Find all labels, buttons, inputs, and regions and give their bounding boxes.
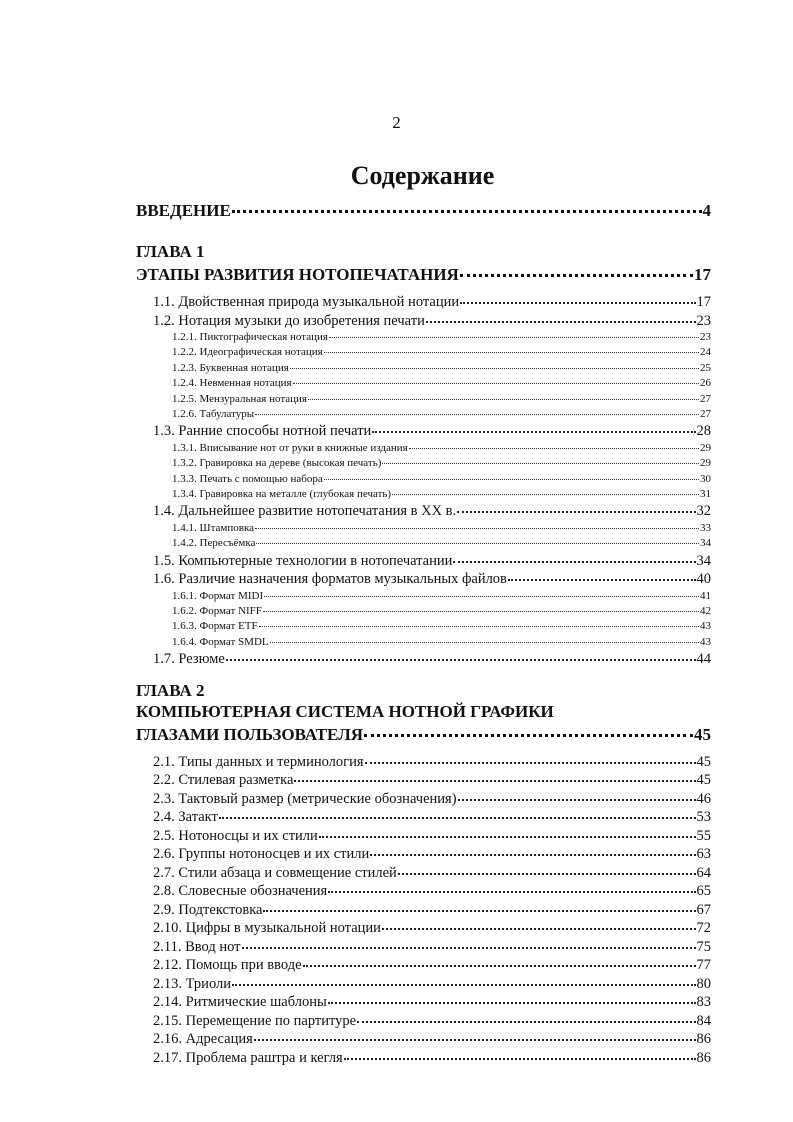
toc-entry-subsection[interactable] (136, 407, 711, 422)
dot-leader (290, 368, 699, 369)
toc-entry-page: 86 (696, 1031, 711, 1048)
dot-leader (392, 494, 699, 495)
toc-entry-label: 1.3. Ранние способы нотной печати (153, 423, 372, 440)
dot-leader (460, 274, 693, 277)
toc-entry-label: 2.2. Стилевая разметка (153, 772, 294, 789)
toc-entry-subsection[interactable] (136, 589, 711, 604)
dot-leader (457, 511, 695, 513)
toc-entry-subsection[interactable] (136, 361, 711, 376)
toc-entry-label: ВВЕДЕНИЕ (136, 201, 231, 220)
toc-entry-section[interactable] (136, 312, 711, 331)
toc-entry-subsection[interactable] (136, 521, 711, 536)
toc-entry-page: 43 (700, 620, 711, 633)
toc-entry-page: 23 (700, 331, 711, 343)
dot-leader (357, 1021, 695, 1023)
toc-entry-page: 40 (696, 571, 711, 588)
toc-entry-page: 41 (700, 589, 711, 602)
dot-leader (242, 947, 696, 949)
toc-entry-subsection[interactable] (136, 472, 711, 487)
toc-entry-label: 2.12. Помощь при вводе (153, 957, 302, 974)
toc-entry-label: 1.6.4. Формат SMDL (172, 635, 269, 648)
toc-entry-subsection[interactable] (136, 536, 711, 551)
toc-entry-subsection[interactable] (136, 345, 711, 360)
toc-entry-subsection[interactable] (136, 441, 711, 456)
toc-entry-subsection[interactable] (136, 456, 711, 471)
dot-leader (254, 1039, 696, 1041)
toc-entry-page: 31 (700, 488, 711, 501)
dot-leader (256, 543, 699, 544)
toc-entry-label: 1.2.5. Мензуральная нотация (172, 392, 307, 405)
toc-entry-label: 1.2.4. Невменная нотация (172, 377, 292, 390)
toc-entry-label: 2.14. Ритмические шаблоны (153, 994, 327, 1011)
toc-entry-page: 67 (696, 901, 711, 918)
page-title: Содержание (350, 161, 495, 190)
dot-leader (398, 873, 696, 875)
toc-entry-page: 84 (696, 1012, 711, 1029)
toc-entry-section[interactable] (136, 552, 711, 571)
toc-entry-label: 2.1. Типы данных и терминология (153, 753, 364, 770)
dot-leader (259, 626, 699, 627)
toc-entry-page: 23 (696, 312, 711, 329)
toc-entry-label: 2.13. Триоли (153, 975, 231, 992)
toc-entry-label: 1.1. Двойственная природа музыкальной нотации (153, 294, 460, 310)
toc-entry-label: 2.17. Проблема раштра и кегля (153, 1049, 343, 1066)
dot-leader (382, 928, 696, 930)
dot-leader (219, 817, 696, 819)
toc-entry-page: 80 (696, 975, 711, 992)
toc-entry-page: 27 (700, 392, 711, 405)
dot-leader (329, 337, 699, 338)
dot-leader (255, 528, 699, 529)
toc-entry-page: 32 (696, 503, 711, 520)
toc-entry-section[interactable] (136, 919, 711, 938)
chapter-title-line: КОМПЬЮТЕРНАЯ СИСТЕМА НОТНОЙ ГРАФИКИ (136, 701, 554, 721)
dot-leader (508, 579, 696, 581)
toc-entry-page: 46 (696, 790, 711, 807)
toc-entry-label: 2.8. Словесные обозначения (153, 883, 328, 900)
dot-leader (324, 352, 699, 353)
page-number: 2 (392, 113, 401, 132)
toc-entry-section[interactable] (136, 790, 711, 809)
toc-entry-page: 42 (700, 605, 711, 618)
toc-entry-page: 17 (696, 294, 711, 310)
toc-entry-section[interactable] (136, 938, 711, 957)
toc-entry-section[interactable] (136, 422, 711, 441)
toc-entry-label: 1.4.1. Штамповка (172, 521, 255, 534)
toc-entry-page: 27 (700, 407, 711, 420)
dot-leader (232, 984, 696, 986)
toc-entry-section[interactable] (136, 502, 711, 521)
toc-entry-page: 34 (700, 537, 711, 550)
toc-entry-label: 2.4. Затакт (153, 809, 218, 826)
toc-entry-subsection[interactable] (136, 392, 711, 407)
toc-entry-page: 72 (696, 920, 711, 937)
dot-leader (365, 762, 696, 764)
toc-entry-section[interactable] (136, 864, 711, 883)
toc-entry-page: 33 (700, 521, 711, 534)
toc-entry-page: 17 (694, 265, 711, 284)
dot-leader (232, 210, 702, 213)
toc-entry-section[interactable] (136, 956, 711, 975)
toc-entry-page: 45 (694, 724, 711, 744)
toc-entry-label: 1.3.2. Гравировка на дереве (высокая печать) (172, 457, 382, 470)
dot-leader (324, 479, 699, 480)
toc-entry-label: 1.3.4. Гравировка на металле (глубокая печать) (172, 488, 392, 501)
toc-entry-section[interactable] (136, 1012, 711, 1031)
toc-entry-chapter-title[interactable] (136, 262, 711, 287)
toc-entry-section[interactable] (136, 808, 711, 827)
toc-entry-label: 2.16. Адресация (153, 1031, 253, 1048)
toc-entry-page: 29 (700, 441, 711, 454)
toc-entry-section[interactable] (136, 1049, 711, 1068)
toc-entry-label: 2.11. Ввод нот (153, 938, 241, 955)
dot-leader (303, 965, 696, 967)
toc-entry-label: 2.9. Подтекстовка (153, 901, 263, 918)
toc-entry-page: 75 (696, 938, 711, 955)
toc-entry-page: 45 (696, 753, 711, 770)
toc-entry-label: 2.3. Тактовый размер (метрические обозначения) (153, 790, 457, 807)
toc-entry-section[interactable] (136, 882, 711, 901)
toc-entry-page: 24 (700, 346, 711, 359)
dot-leader (460, 302, 695, 304)
toc-entry-label: 1.2.2. Идеографическая нотация (172, 346, 323, 359)
dot-leader (294, 780, 695, 782)
toc-entry-label: 2.15. Перемещение по партитуре (153, 1012, 357, 1029)
dot-leader (293, 383, 699, 384)
toc-entry-label: 1.2.3. Буквенная нотация (172, 361, 289, 374)
toc-entry-chapter-title[interactable] (136, 722, 711, 747)
toc-entry-section[interactable] (136, 993, 711, 1012)
toc-entry-label: 1.3.1. Вписывание нот от руки в книжные издания (172, 441, 408, 454)
toc-entry-label: 1.6.1. Формат MIDI (172, 589, 264, 602)
toc-entry-label: 1.4.2. Пересъёмка (172, 537, 256, 550)
toc-entry-page: 63 (696, 846, 711, 863)
toc-entry-section[interactable] (136, 1030, 711, 1049)
dot-leader (453, 561, 695, 563)
toc-entry-label: 1.6. Различие назначения форматов музыкальных файлов (153, 571, 507, 588)
dot-leader (458, 799, 696, 801)
toc-entry-subsection[interactable] (136, 604, 711, 619)
toc-entry-subsection[interactable] (136, 376, 711, 391)
toc-entry-label: 1.2.1. Пиктографическая нотация (172, 331, 328, 343)
toc-entry-page: 53 (696, 809, 711, 826)
dot-leader (263, 910, 695, 912)
dot-leader (409, 448, 699, 449)
dot-leader (255, 414, 699, 415)
dot-leader (372, 431, 695, 433)
toc-entry-section[interactable] (136, 570, 711, 589)
toc-entry-label: 2.10. Цифры в музыкальной нотации (153, 920, 381, 937)
dot-leader (328, 1002, 696, 1004)
toc-entry-page: 4 (702, 201, 711, 220)
dot-leader (328, 891, 695, 893)
toc-entry-page: 25 (700, 361, 711, 374)
toc-entry-page: 28 (696, 423, 711, 440)
dot-leader (364, 734, 693, 737)
toc-entry-page: 64 (696, 864, 711, 881)
toc-entry-page: 29 (700, 457, 711, 470)
toc-entry-label: 1.7. Резюме (153, 651, 225, 668)
toc-entry-section[interactable] (136, 827, 711, 846)
toc-entry-subsection[interactable] (136, 330, 711, 345)
toc-entry-page: 44 (696, 651, 711, 668)
toc-entry-subsection[interactable] (136, 619, 711, 634)
toc-entry-label: 1.5. Компьютерные технологии в нотопечатании (153, 552, 453, 569)
chapter-heading: ГЛАВА 1 (136, 242, 205, 261)
chapter-heading: ГЛАВА 2 (136, 680, 205, 700)
toc-entry-label: 2.5. Нотоносцы и их стили (153, 827, 318, 844)
toc-entry-label: 2.6. Группы нотоносцев и их стили (153, 846, 370, 863)
dot-leader (344, 1058, 696, 1060)
toc-entry-section[interactable] (136, 845, 711, 864)
dot-leader (270, 642, 699, 643)
dot-leader (319, 836, 696, 838)
toc-entry-label: ГЛАЗАМИ ПОЛЬЗОВАТЕЛЯ (136, 724, 364, 744)
toc-entry-label: 1.3.3. Печать с помощью набора (172, 472, 323, 485)
toc-entry-page: 55 (696, 827, 711, 844)
toc-entry-page: 65 (696, 883, 711, 900)
toc-entry-introduction[interactable] (136, 198, 711, 223)
toc-entry-label: 1.2.6. Табулатуры (172, 407, 255, 420)
toc-entry-section[interactable] (136, 901, 711, 920)
chapters-list (136, 241, 711, 1078)
toc-entry-section[interactable] (136, 650, 711, 669)
toc-entry-section[interactable] (136, 753, 711, 772)
dot-leader (370, 854, 695, 856)
toc-entry-label: 1.4. Дальнейшее развитие нотопечатания в XX в. (153, 503, 457, 520)
toc-entry-label: 1.6.3. Формат ETF (172, 620, 258, 633)
toc-entry-label: 1.6.2. Формат NIFF (172, 605, 262, 618)
toc-entry-label: 2.7. Стили абзаца и совмещение стилей (153, 864, 397, 881)
toc-entry-page: 30 (700, 472, 711, 485)
toc-entry-page: 45 (696, 772, 711, 789)
toc-entry-page: 86 (696, 1049, 711, 1066)
dot-leader (226, 659, 696, 661)
dot-leader (308, 399, 699, 400)
toc-entry-section[interactable] (136, 771, 711, 790)
toc-entry-page: 34 (696, 552, 711, 569)
table-of-contents (136, 198, 711, 1078)
toc-entry-section[interactable] (136, 975, 711, 994)
toc-entry-page: 77 (696, 957, 711, 974)
toc-entry-subsection[interactable] (136, 487, 711, 502)
toc-entry-page: 83 (696, 994, 711, 1011)
toc-entry-page: 43 (700, 635, 711, 648)
toc-entry-label: 1.2. Нотация музыки до изобретения печати (153, 312, 425, 329)
dot-leader (382, 463, 699, 464)
dot-leader (263, 611, 699, 612)
toc-entry-section[interactable] (136, 293, 711, 312)
dot-leader (264, 596, 699, 597)
toc-entry-label: ЭТАПЫ РАЗВИТИЯ НОТОПЕЧАТАНИЯ (136, 265, 459, 284)
dot-leader (426, 321, 696, 323)
toc-entry-subsection[interactable] (136, 635, 711, 650)
toc-entry-page: 26 (700, 377, 711, 390)
